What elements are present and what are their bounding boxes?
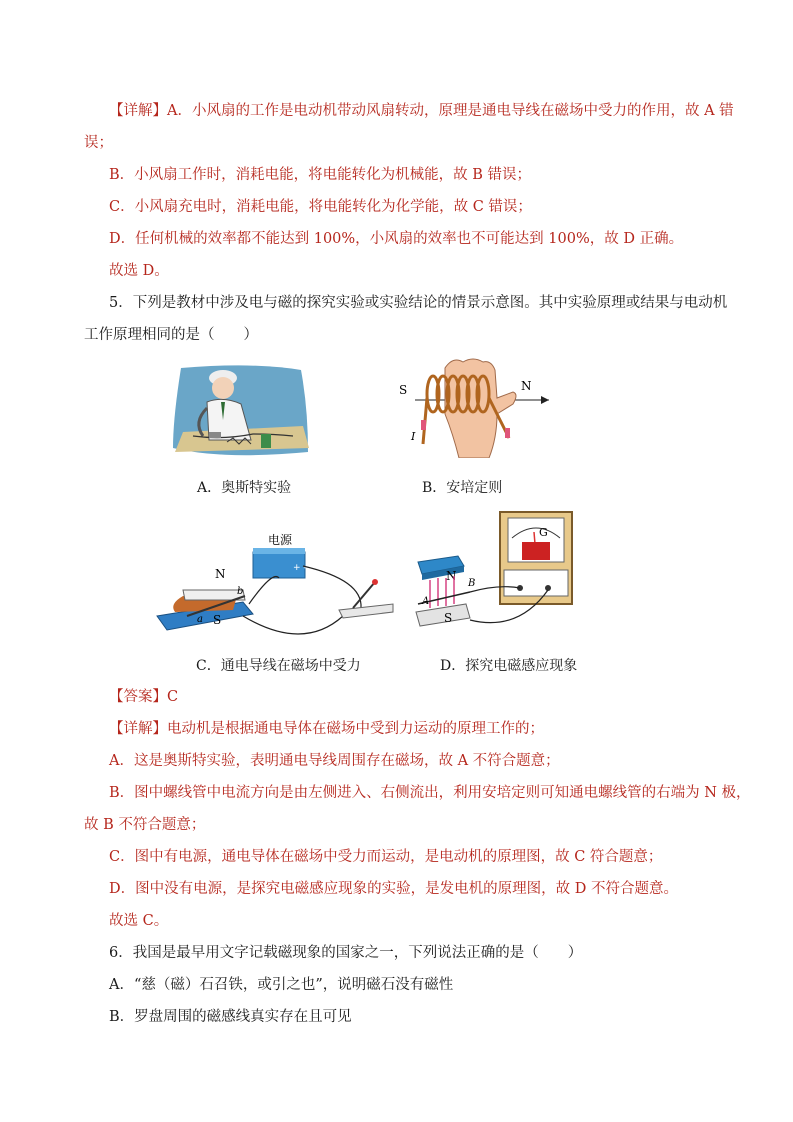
explanation-label: 【详解】 xyxy=(109,721,167,737)
q5-stem-line2: 工作原理相同的是（ ） xyxy=(84,327,258,343)
q6-option-a: A．“慈（磁）石召铁，或引之也”，说明磁石没有磁性 xyxy=(109,977,454,993)
svg-text:+ -: + - xyxy=(293,563,307,573)
q5-explanation-b-cont: 故 B 不符合题意； xyxy=(84,817,206,833)
label-current: I xyxy=(411,430,416,443)
q4-explanation-d: D．任何机械的效率都不能达到 100%，小风扇的效率也不可能达到 100%，故 D 正确。 xyxy=(109,231,684,247)
figure-oersted-experiment xyxy=(163,348,313,464)
figure-a-caption: A．奥斯特实验 xyxy=(197,480,292,496)
q5-explanation-c: C．图中有电源，通电导体在磁场中受力而运动，是电动机的原理图，故 C 符合题意； xyxy=(109,849,663,865)
q4-explanation-a xyxy=(109,101,734,121)
q5-explanation-b: B．图中螺线管中电流方向是由左侧进入、右侧流出，利用安培定则可知通电螺线管的右端为 N 极， xyxy=(109,785,751,801)
answer-label: 【答案】 xyxy=(109,689,167,705)
label-power: 电源 xyxy=(268,533,293,547)
label-s: S xyxy=(399,383,408,397)
label-b: b xyxy=(237,586,244,597)
label-b: B xyxy=(468,578,476,589)
explanation-text: A．小风扇的工作是电动机带动风扇转动，原理是通电导线在磁场中受力的作用，故 A 错 xyxy=(167,103,734,119)
label-g: G xyxy=(539,526,548,539)
figure-b-caption: B．安培定则 xyxy=(422,480,503,496)
label-n: N xyxy=(215,567,226,581)
figure-electromagnetic-induction xyxy=(408,508,576,638)
label-s: S xyxy=(213,613,222,627)
q6-option-b: B．罗盘周围的磁感线真实存在且可见 xyxy=(109,1009,352,1025)
q4-explanation-c: C．小风扇充电时，消耗电能，将电能转化为化学能，故 C 错误； xyxy=(109,199,532,215)
answer-value: C xyxy=(167,689,179,705)
q5-explanation-intro xyxy=(109,719,544,739)
label-n: N xyxy=(521,379,532,393)
explanation-text: 电动机是根据通电导体在磁场中受到力运动的原理工作的； xyxy=(167,721,544,737)
q4-choice: 故选 D。 xyxy=(109,263,169,279)
figure-d-caption: D．探究电磁感应现象 xyxy=(440,658,578,674)
q5-stem-line1: 5．下列是教材中涉及电与磁的探究实验或实验结论的情景示意图。其中实验原理或结果与电动机 xyxy=(109,295,728,311)
figure-c-caption: C．通电导线在磁场中受力 xyxy=(196,658,361,674)
q5-explanation-d: D．图中没有电源，是探究电磁感应现象的实验，是发电机的原理图，故 D 不符合题意。 xyxy=(109,881,678,897)
figure-wire-in-field xyxy=(153,530,395,650)
label-s: S xyxy=(444,611,453,625)
label-a: A xyxy=(422,596,430,607)
q4-explanation-a-cont: 误； xyxy=(84,135,113,151)
figure-ampere-rule xyxy=(393,348,555,458)
label-n: N xyxy=(446,569,457,583)
explanation-label: 【详解】 xyxy=(109,103,167,119)
q5-choice: 故选 C。 xyxy=(109,913,169,929)
q4-explanation-b: B．小风扇工作时，消耗电能，将电能转化为机械能，故 B 错误； xyxy=(109,167,532,183)
q6-stem: 6．我国是最早用文字记载磁现象的国家之一，下列说法正确的是（ ） xyxy=(109,945,583,961)
label-a: a xyxy=(197,614,203,625)
q5-answer xyxy=(109,687,178,707)
q5-explanation-a: A．这是奥斯特实验，表明通电导线周围存在磁场，故 A 不符合题意； xyxy=(109,753,560,769)
